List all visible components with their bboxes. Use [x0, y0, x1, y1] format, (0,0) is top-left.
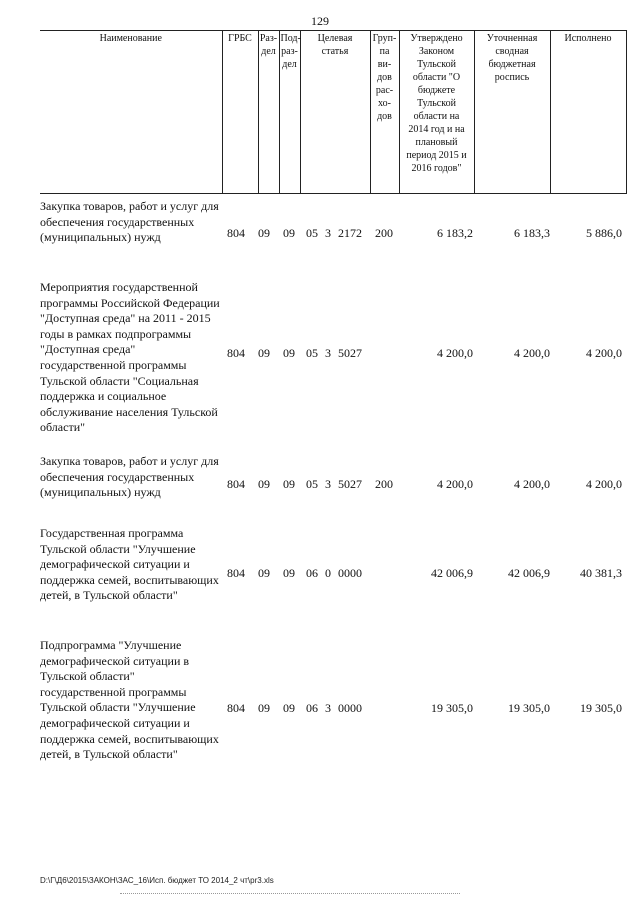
header-podrazdel: Под- раз- дел: [279, 31, 300, 194]
row-cs2: 3: [325, 226, 331, 240]
row-podrazdel: 09: [283, 477, 295, 491]
row-razdel: 09: [258, 566, 270, 580]
row-cs2: 3: [325, 701, 331, 715]
row-cs2: 3: [325, 346, 331, 360]
row-grbs: 804: [227, 701, 245, 715]
row-cs2: 3: [325, 477, 331, 491]
row-executed: 5 886,0: [586, 226, 622, 240]
row-razdel: 09: [258, 346, 270, 360]
row-podrazdel: 09: [283, 226, 295, 240]
header-refined: Уточненная сводная бюджетная роспись: [474, 31, 550, 194]
header-approved: Утверждено Законом Тульской области "О бюджете Тульской области на 2014 год и на плановый период 2015 и 2016 годов": [399, 31, 474, 194]
row-grbs: 804: [227, 226, 245, 240]
row-podrazdel: 09: [283, 346, 295, 360]
row-approved: 4 200,0: [437, 477, 473, 491]
row-name: Мероприятия государственной программы Российской Федерации "Доступная среда" на 2011 - 2015 годы в рамках подпрограммы "Доступная среда" государственной программы Тульской области "Социальная поддержка и социальное обслуживание населения Тульской области": [40, 280, 220, 435]
row-razdel: 09: [258, 226, 270, 240]
footer-divider: [120, 893, 460, 894]
header-expense-group: Груп- па ви- дов рас- хо- дов: [370, 31, 399, 194]
header-executed: Исполнено: [550, 31, 626, 194]
row-cs1: 05: [306, 226, 318, 240]
row-podrazdel: 09: [283, 566, 295, 580]
row-executed: 40 381,3: [580, 566, 622, 580]
row-approved: 42 006,9: [431, 566, 473, 580]
row-podrazdel: 09: [283, 701, 295, 715]
row-refined: 4 200,0: [514, 477, 550, 491]
row-name: Подпрограмма "Улучшение демографической ситуации в Тульской области" государственной программы Тульской области "Улучшение демографической ситуации и поддержка семей, воспитывающих детей, в Тульской области": [40, 638, 219, 762]
row-cs3: 0000: [338, 566, 362, 580]
row-cs3: 0000: [338, 701, 362, 715]
row-cs2: 0: [325, 566, 331, 580]
row-cs1: 06: [306, 566, 318, 580]
row-executed: 4 200,0: [586, 477, 622, 491]
row-cs3: 5027: [338, 477, 362, 491]
row-expense-group: 200: [375, 226, 393, 240]
row-executed: 4 200,0: [586, 346, 622, 360]
row-grbs: 804: [227, 566, 245, 580]
row-name: Государственная программа Тульской области "Улучшение демографической ситуации и поддержка семей, воспитывающих детей, в Тульской области": [40, 526, 219, 603]
row-grbs: 804: [227, 477, 245, 491]
row-razdel: 09: [258, 477, 270, 491]
row-razdel: 09: [258, 701, 270, 715]
header-grbs: ГРБС: [222, 31, 258, 194]
file-path-footer: D:\Г\Д6\2015\ЗАКОН\ЗАС_16\Исп. бюджет ТО 2014_2 чт\pr3.xls: [40, 876, 274, 885]
row-cs1: 05: [306, 477, 318, 491]
row-refined: 6 183,3: [514, 226, 550, 240]
header-name: Наименование: [40, 31, 222, 194]
page-number: 129: [311, 14, 329, 28]
row-grbs: 804: [227, 346, 245, 360]
row-approved: 19 305,0: [431, 701, 473, 715]
table-header: [40, 30, 626, 194]
header-razdel: Раз- дел: [258, 31, 279, 194]
row-name: Закупка товаров, работ и услуг для обеспечения государственных (муниципальных) нужд: [40, 199, 219, 245]
header-table: [40, 30, 627, 194]
row-cs1: 06: [306, 701, 318, 715]
row-expense-group: 200: [375, 477, 393, 491]
row-cs1: 05: [306, 346, 318, 360]
row-approved: 4 200,0: [437, 346, 473, 360]
row-name: Закупка товаров, работ и услуг для обеспечения государственных (муниципальных) нужд: [40, 454, 219, 500]
row-executed: 19 305,0: [580, 701, 622, 715]
row-approved: 6 183,2: [437, 226, 473, 240]
row-refined: 42 006,9: [508, 566, 550, 580]
row-cs3: 5027: [338, 346, 362, 360]
row-refined: 19 305,0: [508, 701, 550, 715]
row-cs3: 2172: [338, 226, 362, 240]
row-refined: 4 200,0: [514, 346, 550, 360]
header-target-article: Целевая статья: [300, 31, 370, 194]
